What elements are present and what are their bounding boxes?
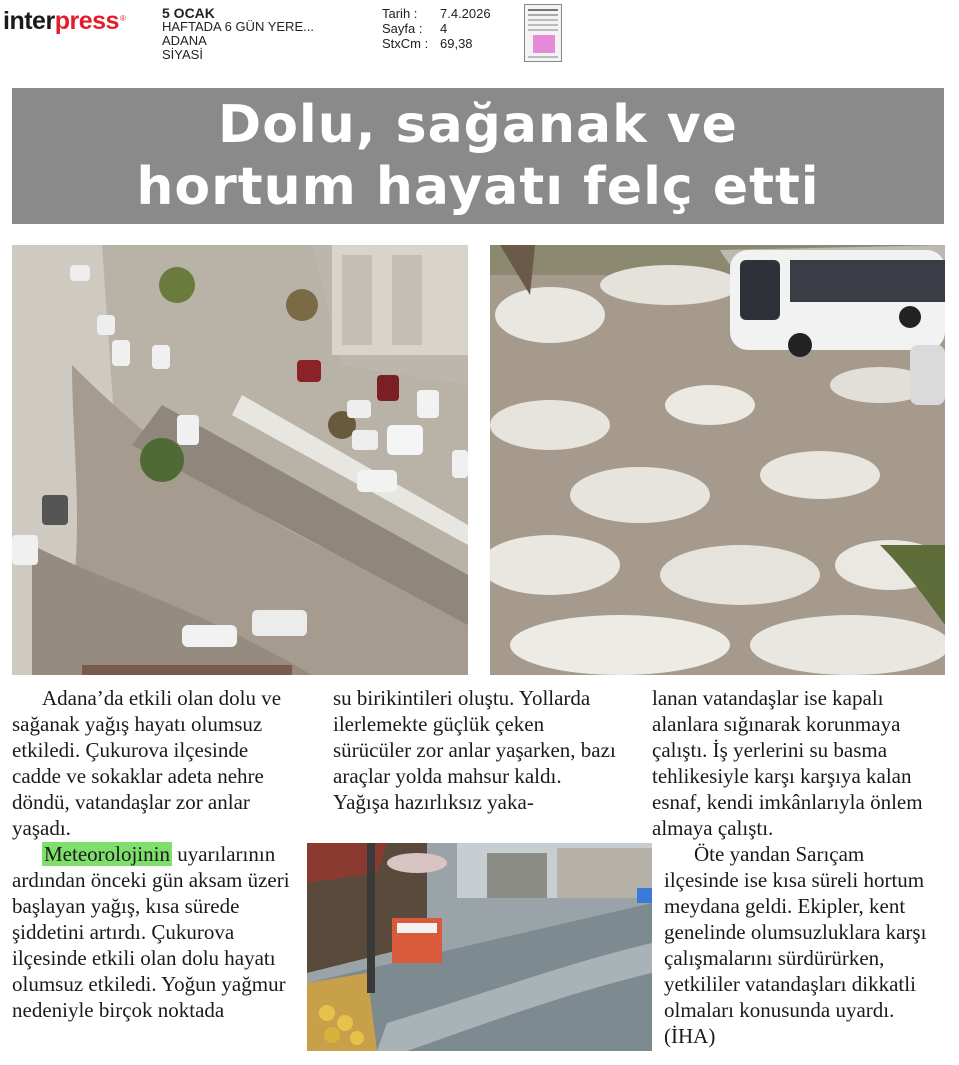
page-thumbnail[interactable]: [524, 4, 562, 62]
article-column-1: [12, 685, 302, 1023]
clipping-source-info: [162, 6, 314, 62]
interpress-logo: interpress ®: [3, 7, 126, 35]
clipping-meta: Tarih : 7.4.2026 Sayfa : 4 StxCm : 69,38: [382, 6, 491, 51]
article-paragraph: Adana’da etkili olan dolu ve sağanak yağış hayatı olumsuz etkiledi. Çukurova ilçesinde cadde ve sokaklar adeta nehre döndü, vatandaşlar zor anlar yaşadı.: [12, 686, 282, 840]
article-column-3: [652, 685, 944, 1049]
article-paragraph: su birikintileri oluştu. Yollarda ilerlemekte güçlük çeken sürücüler zor anlar yaşarken, bazı araçlar yolda mahsur kaldı. Yağışa hazırlıksız yaka-: [333, 686, 616, 814]
headline-banner: [12, 88, 944, 224]
page-value: 4: [440, 21, 448, 36]
article-column-2: [333, 685, 621, 815]
publication-name: 5 OCAK: [162, 5, 215, 21]
date-value: 7.4.2026: [440, 6, 491, 21]
article-paragraph: lanan vatandaşlar ise kapalı alanlara sığınarak korunmaya çalıştı. İş yerlerini su basma tehlikesiyle karşı karşıya kalan esnaf, kendi imkânlarıyla önlem almaya çalıştı.: [652, 686, 923, 840]
article-paragraph: Meteorolojinin uyarılarının ardından önceki gün aksam üzeri başlayan yağış, kısa sürede şiddetini artırdı. Çukurova ilçesinde etkili olan dolu hayatı olumsuz etkiledi. Yoğun yağmur nedeniyle birçok noktada: [12, 842, 290, 1022]
city-label: ADANA: [162, 33, 207, 48]
flooded-market-photo: [307, 843, 652, 1051]
article-paragraph: Öte yandan Sarıçam ilçesinde ise kısa süreli hortum meydana geldi. Ekipler, kent genelinde olumsuzluklara karşı çalışmalarını sürdürürken, yetkililer vatandaşları dikkatli olmaları konusunda uyardı. (İHA): [664, 842, 927, 1048]
headline-line-1: Dolu, sağanak ve: [218, 95, 738, 155]
stxcm-value: 69,38: [440, 36, 473, 51]
headline-line-2: hortum hayatı felç etti: [136, 157, 820, 217]
highlighted-keyword: Meteorolojinin: [44, 842, 170, 866]
aerial-flood-photo: [12, 245, 468, 675]
category-label: SİYASİ: [162, 47, 203, 62]
hail-street-bus-photo: [490, 245, 945, 675]
section-title: HAFTADA 6 GÜN YERE...: [162, 19, 314, 34]
